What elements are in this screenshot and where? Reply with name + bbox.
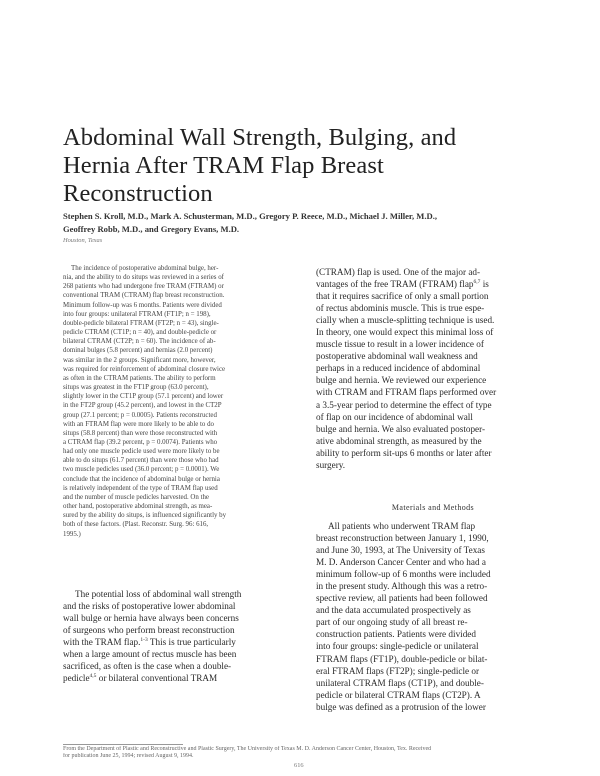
abstract-line: other hand, postoperative abdominal strength, as mea- bbox=[63, 503, 213, 511]
abstract-line: is relatively independent of the type of TRAM flap used bbox=[63, 484, 218, 492]
body-line: and the risks of postoperative lower abdominal bbox=[63, 601, 236, 612]
abstract-line: with an FTRAM flap were more likely to be able to do bbox=[63, 420, 214, 428]
author-list bbox=[63, 210, 553, 236]
body-line: bulge and hernia. We also evaluated postoper- bbox=[316, 423, 486, 434]
abstract-line: into four groups: unilateral FTRAM (FT1P; n = 198), bbox=[63, 310, 211, 318]
abstract-line: slightly lower in the CT1P group (57.1 percent) and lower bbox=[63, 393, 224, 401]
body-text: or bilateral conventional TRAM bbox=[98, 673, 218, 684]
body-line: part of our ongoing study of all breast re- bbox=[316, 617, 468, 628]
body-line bbox=[63, 672, 299, 684]
body-line: eral FTRAM flaps (FT2P); single-pedicle or bbox=[316, 665, 480, 676]
abstract-line: situps was greatest in the FT1P group (63.0 percent), bbox=[63, 384, 209, 392]
body-line: unilateral CTRAM flaps (CT1P), and double- bbox=[316, 677, 484, 688]
body-line: In theory, one would expect this minimal loss of bbox=[316, 327, 494, 338]
body-line: perhaps in a reduced incidence of abdominal bbox=[316, 363, 481, 374]
body-line: muscle tissue to result in a lower incidence of bbox=[316, 339, 484, 350]
body-line: of rectus abdominis muscle. This is true espe- bbox=[316, 303, 485, 314]
body-line: bulge and hernia. We reviewed our experience bbox=[316, 375, 487, 386]
abstract-line: bilateral CTRAM (CT2P; n = 60). The incidence of ab- bbox=[63, 338, 216, 346]
body-line: surgery. bbox=[316, 459, 346, 470]
body-line: FTRAM flaps (FT1P), double-pedicle or bilat- bbox=[316, 653, 488, 664]
abstract-line: was required for reinforcement of abdominal closure twice bbox=[63, 365, 226, 373]
body-line: of flap on our incidence of abdominal wall bbox=[316, 411, 473, 422]
page-number: 616 bbox=[294, 762, 304, 769]
abstract bbox=[63, 264, 285, 539]
body-text: with the TRAM flap. bbox=[63, 637, 141, 648]
body-column-left bbox=[63, 588, 299, 684]
body-line bbox=[63, 636, 299, 648]
title-line-3: Reconstruction bbox=[63, 180, 213, 207]
body-line: into four groups: single-pedicle or unilateral bbox=[316, 641, 479, 652]
abstract-line: and the number of muscle pedicles harvested. On the bbox=[63, 493, 209, 501]
citation-superscript: 1-3 bbox=[140, 637, 148, 644]
body-line: a 3.5-year period to determine the effect of type bbox=[316, 399, 492, 410]
footnote-divider bbox=[63, 744, 183, 745]
abstract-line: Minimum follow-up was 6 months. Patients were divided bbox=[63, 301, 222, 309]
abstract-line: The incidence of postoperative abdominal bulge, her- bbox=[71, 265, 219, 272]
body-line: M. D. Anderson Cancer Center and who had a bbox=[316, 557, 486, 568]
abstract-line: conclude that the incidence of abdominal bulge or hernia bbox=[63, 475, 220, 483]
body-text: vantages of the free TRAM (FTRAM) flap bbox=[316, 279, 474, 290]
citation-superscript: 6,7 bbox=[473, 278, 481, 285]
body-line: ability to perform sit-ups 6 months or later after bbox=[316, 447, 492, 458]
author-location: Houston, Texas bbox=[63, 237, 103, 244]
author-line-2: Geoffrey Robb, M.D., and Gregory Evans, M.D. bbox=[63, 224, 240, 234]
body-line: spective review, all patients had been followed bbox=[316, 593, 488, 604]
abstract-line: 1995.) bbox=[63, 530, 81, 538]
abstract-line: a CTRAM flap (39.2 percent, p = 0.0074). Patients who bbox=[63, 438, 218, 446]
body-column-right-intro bbox=[316, 266, 550, 471]
body-line: and the data accumulated prospectively as bbox=[316, 605, 471, 616]
body-line: wall bulge or hernia have always been concerns bbox=[63, 613, 239, 624]
abstract-line: situps (58.8 percent) than were those reconstructed with bbox=[63, 429, 218, 437]
abstract-line: nia, and the ability to do situps was reviewed in a series of bbox=[63, 274, 224, 282]
body-line: postoperative abdominal wall weakness and bbox=[316, 351, 478, 362]
body-line: pedicle or bilateral CTRAM flaps (CT2P). A bbox=[316, 689, 481, 700]
abstract-line: conventional TRAM (CTRAM) flap breast reconstruction. bbox=[63, 292, 225, 300]
abstract-line: dominal bulges (5.8 percent) and hernias (2.0 percent) bbox=[63, 347, 213, 355]
abstract-line: able to do situps (61.7 percent) than were those who had bbox=[63, 457, 219, 465]
body-line: bulge was defined as a protrusion of the lower bbox=[316, 701, 486, 712]
body-line: that it requires sacrifice of only a small portion bbox=[316, 291, 489, 302]
title-line-2: Hernia After TRAM Flap Breast bbox=[63, 152, 384, 179]
body-line: ative abdominal strength, as measured by the bbox=[316, 435, 482, 446]
body-line: construction patients. Patients were divided bbox=[316, 629, 476, 640]
body-line: in the present study. Although this was a retro- bbox=[316, 581, 488, 592]
body-text: This is true particularly bbox=[147, 637, 236, 648]
body-line: with CTRAM and FTRAM flaps performed over bbox=[316, 387, 497, 398]
citation-superscript: 4,5 bbox=[89, 673, 97, 680]
abstract-line: 268 patients who had undergone free TRAM (FTRAM) or bbox=[63, 283, 224, 291]
body-line bbox=[316, 278, 550, 290]
body-line: breast reconstruction between January 1, 1990, bbox=[316, 533, 489, 544]
abstract-line: had only one muscle pedicle used were more likely to be bbox=[63, 448, 220, 456]
body-text: pedicle bbox=[63, 673, 90, 684]
abstract-line: double-pedicle bilateral FTRAM (FT2P; n = 43), single- bbox=[63, 319, 219, 327]
body-line: sacrificed, as often is the case when a double- bbox=[63, 661, 232, 672]
abstract-line: as often in the CTRAM patients. The ability to perform bbox=[63, 374, 216, 382]
abstract-line: pedicle CTRAM (CT1P; n = 40), and double-pedicle or bbox=[63, 329, 217, 337]
body-line: (CTRAM) flap is used. One of the major ad- bbox=[316, 267, 481, 277]
body-line: The potential loss of abdominal wall strength bbox=[75, 589, 242, 599]
footnote-line: for publication June 25, 1994; revised August 9, 1994. bbox=[63, 753, 194, 760]
body-line: All patients who underwent TRAM flap bbox=[328, 521, 476, 531]
footnote-line: From the Department of Plastic and Reconstructive and Plastic Surgery, The University of Texas M. D. Anderson Cancer Center, Houston, Tex. Received bbox=[63, 746, 432, 752]
abstract-line: both of these factors. (Plast. Reconstr. Surg. 96: 616, bbox=[63, 521, 209, 529]
section-heading: Materials and Methods bbox=[391, 503, 475, 512]
abstract-line: in the FT2P group (45.2 percent), and lowest in the CT2P bbox=[63, 402, 222, 410]
article-title bbox=[63, 124, 543, 208]
footnote bbox=[63, 746, 553, 760]
body-line: and June 30, 1993, at The University of Texas bbox=[316, 545, 485, 556]
author-line-1: Stephen S. Kroll, M.D., Mark A. Schusterman, M.D., Gregory P. Reece, M.D., Michael J. Miller, M.D., bbox=[63, 211, 438, 221]
body-text: is bbox=[480, 279, 489, 290]
body-line: cially when a muscle-splitting technique is used. bbox=[316, 315, 495, 326]
abstract-line: sured by the ability do situps, is influenced significantly by bbox=[63, 512, 227, 520]
title-line-1: Abdominal Wall Strength, Bulging, and bbox=[63, 124, 457, 151]
body-column-right-methods bbox=[316, 520, 550, 713]
body-line: of surgeons who perform breast reconstruction bbox=[63, 625, 235, 636]
abstract-line: two muscle pedicles used (36.0 percent; p = 0.0001). We bbox=[63, 466, 220, 474]
body-line: when a large amount of rectus muscle has been bbox=[63, 649, 237, 660]
body-line: minimum follow-up of 6 months were included bbox=[316, 569, 491, 580]
abstract-line: was similar in the 2 groups. Significant more, however, bbox=[63, 356, 216, 364]
abstract-line: group (27.1 percent; p = 0.0005). Patients reconstructed bbox=[63, 411, 217, 419]
